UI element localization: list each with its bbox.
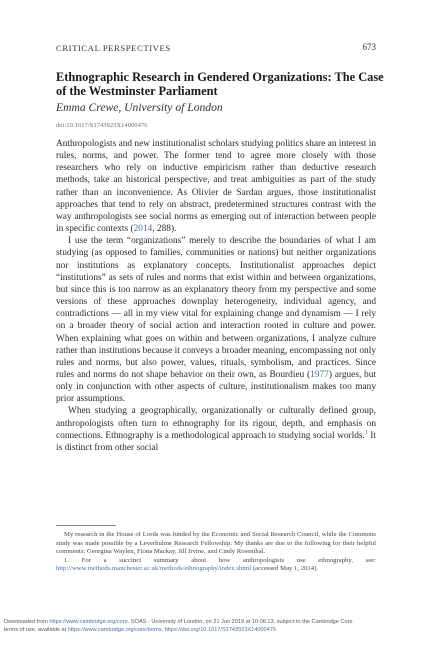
paragraph-1 xyxy=(56,138,376,235)
article-body xyxy=(56,138,376,454)
cambridge-core-link[interactable]: https://www.cambridge.org/core xyxy=(49,619,128,625)
paragraph-2 xyxy=(56,235,376,405)
page-number: 673 xyxy=(362,42,376,52)
download-line-1 xyxy=(4,618,428,626)
paragraph-text: ) argues, but only in conjunction with other aspects of culture, institutionalism makes too many prior assumptions. xyxy=(56,369,377,405)
footnote-text: 1. For a succinct summary about how anthropologists use ethnography, see: xyxy=(64,556,376,564)
citation-link-2014[interactable]: 2014 xyxy=(133,224,153,235)
footnote-text: (accessed May 1, 2014). xyxy=(251,565,319,573)
paragraph-text: Anthropologists and new institutionalist scholars studying politics share an interest in rules, norms, and power. The former tend to agree more closely with those researchers who rely on inductive empiricism rather than deductive research methods, take an historical perspective, and treat ambiguities as part of the study rather than an inconvenience. As Olivier de Sardan argues, those institutionalist approaches that tend to rely on abstract, predetermined structures contrast with the way anthropologists see social norms as emerging out of interaction between people in specific contexts ( xyxy=(56,139,376,235)
paragraph-text: I use the term “organizations” merely to describe the boundaries of what I am studying (as opposed to families, communities or nations) but neither organizations nor institutions as explanatory concepts. Institutionalist approaches depict “institutions” as sets of rules and norms that exist within and between organizations, but since this is too narrow as an explanatory theory from my perspective and some versions of these approaches downplay heterogeneity, individual agency, and contradictions — all in my view vital for explaining change and dynamism — I rely on a broader theory of social action and interaction rooted in culture and power. When explaining what goes on within and between organizations, I analyze culture rather than institutions because it conveys a broader meaning, encompassing not only rules and norms, but also power, values, rituals, symbolism, and practices. Since rules and norms do not shape behavior on their own, as Bourdieu ( xyxy=(56,236,376,380)
citation-link-1977[interactable]: 1977 xyxy=(310,369,329,380)
paragraph-text: , 288). xyxy=(152,224,177,235)
download-notice xyxy=(4,618,428,634)
download-text: . xyxy=(161,627,165,634)
terms-link[interactable]: https://www.cambridge.org/core/terms xyxy=(67,627,162,634)
footnotes xyxy=(56,531,376,574)
footnote-1-link[interactable]: http://www.methods.manchester.ac.uk/methods/ethnography/index.shtml xyxy=(56,565,252,573)
footnote-1 xyxy=(56,557,376,574)
article-title: Ethnographic Research in Gendered Organizations: The Case of the Westminster Parliament xyxy=(56,70,384,99)
download-text: terms of use, available at xyxy=(4,627,68,634)
article-doi: doi:10.1017/S1743923X14000476 xyxy=(56,122,148,129)
download-line-2 xyxy=(4,626,428,634)
running-head: CRITICAL PERSPECTIVES xyxy=(56,43,171,53)
doi-link[interactable]: https://doi.org/10.1017/S1743923X14000476 xyxy=(164,627,277,634)
paragraph-3 xyxy=(56,405,376,454)
paragraph-text: When studying a geographically, organizationally or culturally defined group, anthropologists often turn to ethnography for its rigour, depth, and emphasis on connections. Ethnography is a methodological approach to studying social worlds. xyxy=(56,406,376,441)
paragraph-text: It is distinct from other social xyxy=(56,430,376,453)
footnote-ref-1[interactable]: 1 xyxy=(364,429,368,436)
footnote-rule xyxy=(56,525,116,526)
article-author: Emma Crewe, University of London xyxy=(56,101,223,114)
download-text: . SOAS - University of London, on 21 Jun 2019 at 10:06:13, subject to the Cambridge Core xyxy=(127,619,353,625)
download-text: Downloaded from xyxy=(4,619,50,625)
footnote-acknowledgement: My research in the House of Lords was funded by the Economic and Social Research Council, while the Commons study was made possible by a Leverhulme Research Fellowship. My thanks are due to the following for their helpful comments: Georgina Waylen, Fiona Mackay, Jill Irvine, and Cindy Rosenthal. xyxy=(56,531,376,556)
